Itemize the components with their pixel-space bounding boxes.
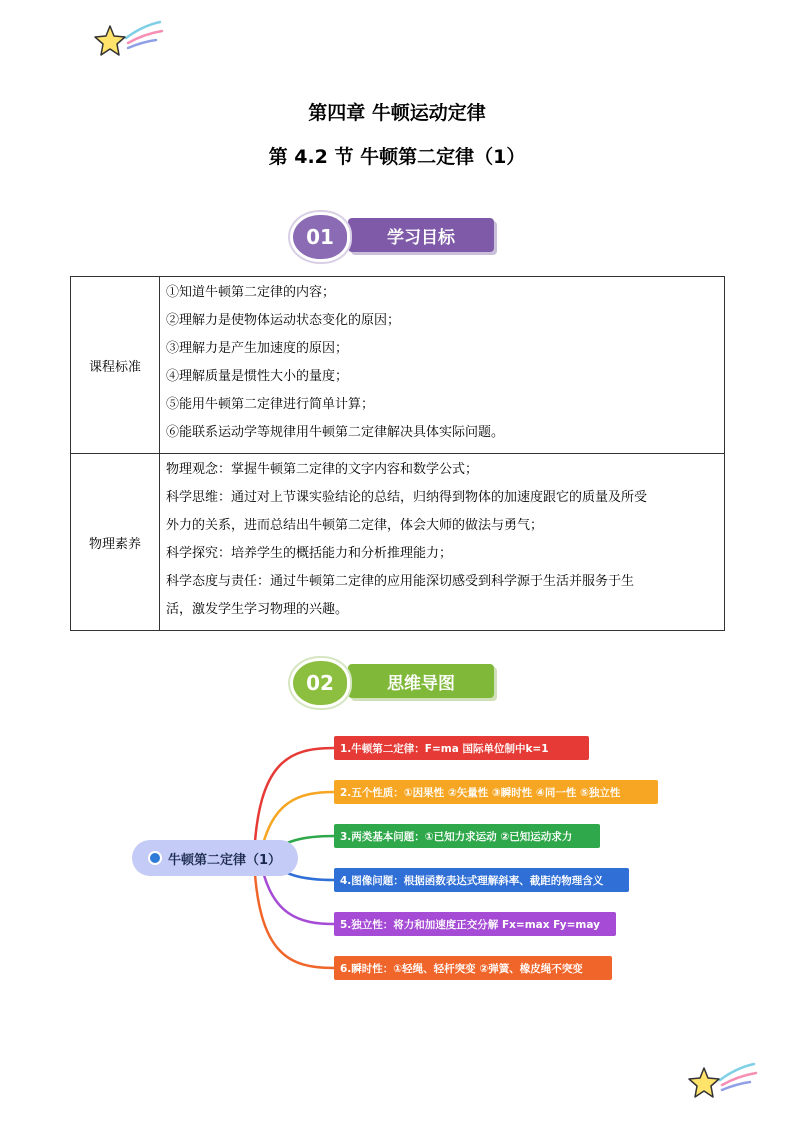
- list-item: ④理解质量是惯性大小的量度；: [166, 369, 349, 384]
- mindmap-branch: 1.牛顿第二定律：F=ma 国际单位制中k=1: [334, 736, 589, 760]
- list-item: 外力的关系，进而总结出牛顿第二定律，体会大师的做法与勇气；: [166, 518, 544, 533]
- section-number: 02: [290, 658, 350, 708]
- bullet-dot-icon: [148, 851, 162, 865]
- list-item: 科学探究：培养学生的概括能力和分析推理能力；: [166, 546, 453, 561]
- section-number: 01: [290, 212, 350, 262]
- list-item: 物理观念：掌握牛顿第二定律的文字内容和数学公式；: [166, 462, 479, 477]
- list-item: ①知道牛顿第二定律的内容；: [166, 285, 336, 300]
- section-label: 学习目标: [348, 218, 494, 252]
- list-item: ③理解力是产生加速度的原因；: [166, 341, 349, 356]
- mindmap-root: [132, 840, 298, 876]
- section-label: 思维导图: [348, 664, 494, 698]
- list-item: ②理解力是使物体运动状态变化的原因；: [166, 313, 401, 328]
- section-title: 第 4.2 节 牛顿第二定律（1）: [268, 146, 526, 168]
- list-item: ⑤能用牛顿第二定律进行简单计算；: [166, 397, 375, 412]
- list-item: ⑥能联系运动学等规律用牛顿第二定律解决具体实际问题。: [166, 425, 505, 440]
- row-header: 物理素养: [71, 454, 160, 631]
- chapter-title: 第四章 牛顿运动定律: [308, 102, 486, 124]
- mindmap-branch: 4.图像问题：根据函数表达式理解斜率、截距的物理含义: [334, 868, 629, 892]
- mindmap-branch: 2.五个性质：①因果性 ②矢量性 ③瞬时性 ④同一性 ⑤独立性: [334, 780, 658, 804]
- row-header: 课程标准: [71, 277, 160, 454]
- list-item: 科学态度与责任：通过牛顿第二定律的应用能深切感受到科学源于生活并服务于生: [166, 574, 635, 589]
- mindmap-branch: 5.独立性：将力和加速度正交分解 Fx=max Fy=may: [334, 912, 616, 936]
- mindmap-branch: 6.瞬时性：①轻绳、轻杆突变 ②弹簧、橡皮绳不突变: [334, 956, 612, 980]
- root-label: 牛顿第二定律（1）: [168, 852, 282, 868]
- mindmap-branch: 3.两类基本问题：①已知力求运动 ②已知运动求力: [334, 824, 600, 848]
- list-item: 科学思维：通过对上节课实验结论的总结，归纳得到物体的加速度跟它的质量及所受: [166, 490, 648, 505]
- list-item: 活，激发学生学习物理的兴趣。: [166, 602, 349, 617]
